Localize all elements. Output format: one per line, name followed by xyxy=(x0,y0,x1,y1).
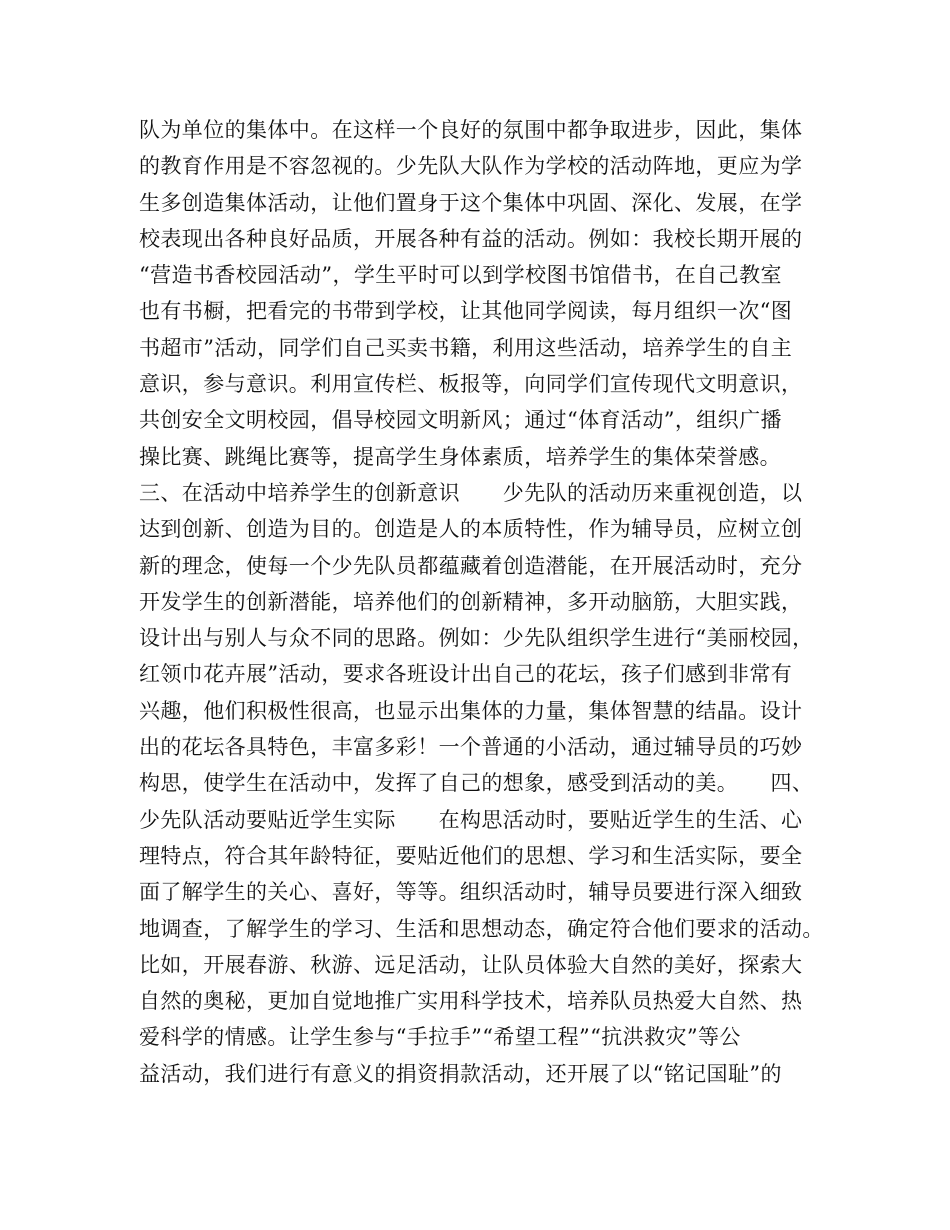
text-line: 共创安全文明校园，倡导校园文明新风；通过“体育活动”，组织广播 xyxy=(139,408,782,433)
text-line: 达到创新、创造为目的。创造是人的本质特性，作为辅导员，应树立创 xyxy=(139,517,803,542)
text-line: 三、在活动中培养学生的创新意识 少先队的活动历来重视创造，以 xyxy=(139,480,803,505)
text-line: 意识，参与意识。利用宣传栏、板报等，向同学们宣传现代文明意识， xyxy=(139,372,803,397)
text-line: 新的理念，使每一个少先队员都蕴藏着创造潜能，在开展活动时，充分 xyxy=(139,553,803,578)
text-line: 的教育作用是不容忽视的。少先队大队作为学校的活动阵地，更应为学 xyxy=(139,154,803,179)
text-line: 少先队活动要贴近学生实际 在构思活动时，要贴近学生的生活、心 xyxy=(139,807,803,832)
text-line: 爱科学的情感。让学生参与“手拉手”“希望工程”“抗洪救灾”等公 xyxy=(139,1025,741,1050)
text-line: 队为单位的集体中。在这样一个良好的氛围中都争取进步，因此，集体 xyxy=(139,118,803,142)
text-line: 面了解学生的关心、喜好，等等。组织活动时，辅导员要进行深入细致 xyxy=(139,880,803,905)
text-line: 比如，开展春游、秋游、远足活动，让队员体验大自然的美好，探索大 xyxy=(139,952,803,977)
text-line: 操比赛、跳绳比赛等，提高学生身体素质，培养学生的集体荣誉感。 xyxy=(139,444,781,469)
text-line: 校表现出各种良好品质，开展各种有益的活动。例如：我校长期开展的 xyxy=(139,226,803,251)
text-line: “营造书香校园活动”，学生平时可以到学校图书馆借书，在自己教室 xyxy=(139,263,782,288)
text-line: 出的花坛各具特色，丰富多彩！一个普通的小活动，通过辅导员的巧妙 xyxy=(139,735,803,760)
text-line: 生多创造集体活动，让他们置身于这个集体中巩固、深化、发展，在学 xyxy=(139,190,803,215)
text-line: 自然的奥秘，更加自觉地推广实用科学技术，培养队员热爱大自然、热 xyxy=(139,989,803,1014)
text-line: 理特点，符合其年龄特征，要贴近他们的思想、学习和生活实际，要全 xyxy=(139,843,803,868)
text-line: 也有书橱，把看完的书带到学校，让其他同学阅读，每月组织一次“图 xyxy=(139,299,793,324)
text-line: 设计出与别人与众不同的思路。例如：少先队组织学生进行“美丽校园， xyxy=(139,626,814,651)
text-line: 地调查，了解学生的学习、生活和思想动态，确定符合他们要求的活动。 xyxy=(139,916,824,941)
text-line: 构思，使学生在活动中，发挥了自己的想象，感受到活动的美。 四、 xyxy=(139,771,814,796)
text-line: 书超市”活动，同学们自己买卖书籍，利用这些活动，培养学生的自主 xyxy=(139,335,793,360)
text-line: 益活动，我们进行有意义的捐资捐款活动，还开展了以“铭记国耻”的 xyxy=(139,1061,782,1086)
text-line: 红领巾花卉展”活动，要求各班设计出自己的花坛，孩子们感到非常有 xyxy=(139,662,793,687)
body-text xyxy=(139,112,829,1092)
text-line: 兴趣，他们积极性很高，也显示出集体的力量，集体智慧的结晶。设计 xyxy=(139,698,803,723)
text-line: 开发学生的创新潜能，培养他们的创新精神，多开动脑筋，大胆实践， xyxy=(139,589,803,614)
